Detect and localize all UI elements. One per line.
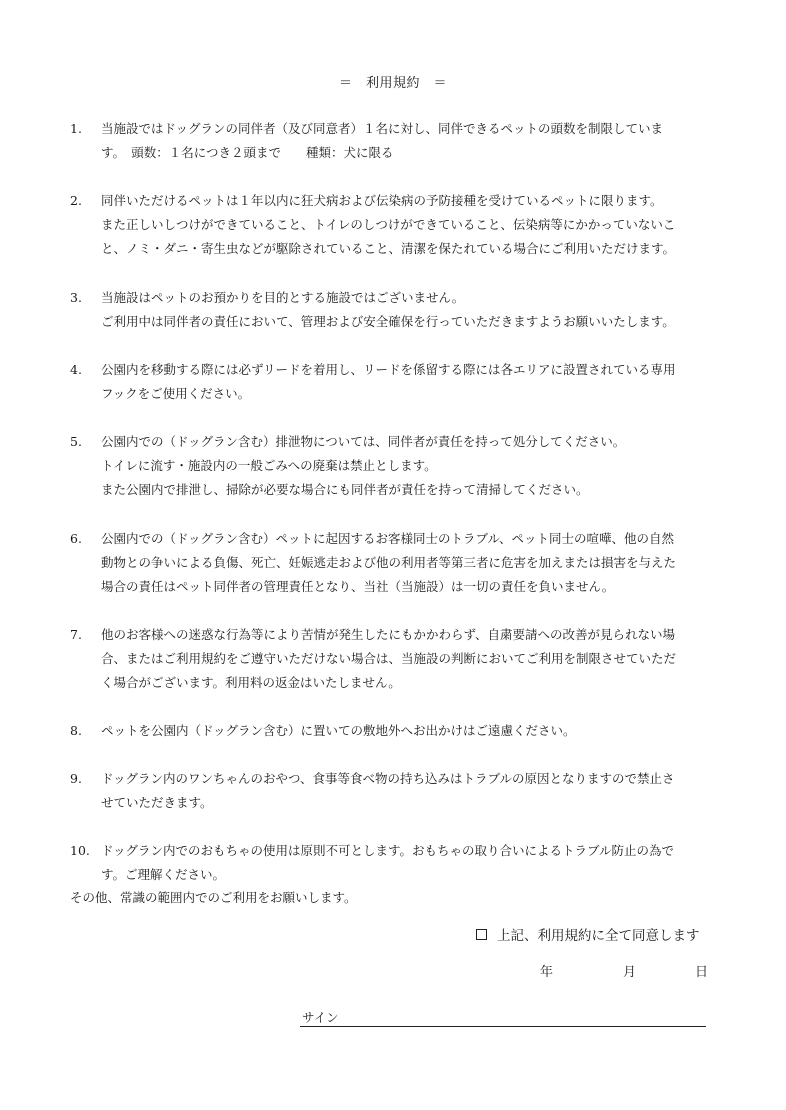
rule-line: 公園内での（ドッグラン含む）排泄物については、同伴者が責任を持って処分してください。: [101, 434, 626, 449]
rule-number: 9.: [70, 771, 82, 786]
rule-line: ドッグラン内のワンちゃんのおやつ、食事等食べ物の持ち込みはトラブルの原因となりますので禁止さ: [101, 771, 675, 786]
rule-line: 他のお客様への迷惑な行為等により苦情が発生したにもかかわらず、自粛要請への改善が見られない場: [101, 627, 676, 642]
rule-line: 公園内での（ドッグラン含む）ペットに起因するお客様同士のトラブル、ペット同士の喧嘩、他の自然: [101, 531, 675, 546]
rule-item: [70, 623, 720, 695]
agreement-label: 上記、利用規約に全て同意します: [497, 928, 700, 944]
rule-number: 1.: [70, 121, 82, 136]
rule-body: [101, 767, 720, 815]
rule-line: また正しいしつけができていること、トイレのしつけができていること、伝染病等にかかっていないこ: [101, 217, 676, 232]
rule-body: [101, 358, 720, 406]
date-month-label: 月: [623, 965, 637, 980]
rule-line: トイレに流す・施設内の一般ごみへの廃棄は禁止とします。: [101, 458, 437, 473]
rule-body: [101, 719, 720, 743]
rule-line: と、ノミ・ダニ・寄生虫などが駆除されていること、清潔を保たれている場合にご利用いただけます。: [101, 241, 676, 256]
rule-line: 合、またはご利用規約をご遵守いただけない場合は、当施設の判断においてご利用を制限させていただ: [101, 651, 677, 666]
agreement-row[interactable]: [476, 924, 700, 944]
rule-number: 4.: [70, 362, 82, 377]
rule-body: [101, 117, 720, 165]
rule-line: また公園内で排泄し、掃除が必要な場合にも同伴者が責任を持って清掃してください。: [101, 482, 589, 497]
rule-body: [101, 527, 720, 599]
rule-number: 8.: [70, 723, 82, 738]
rule-number: 10.: [70, 843, 90, 858]
rule-number: 6.: [70, 531, 82, 546]
rule-line: 同伴いただけるペットは１年以内に狂犬病および伝染病の予防接種を受けているペットに限ります。: [101, 193, 663, 208]
rule-line: 公園内を移動する際には必ずリードを着用し、リードを係留する際には各エリアに設置されている専用: [101, 362, 676, 377]
rule-line: 当施設ではドッグランの同伴者（及び同意者）１名に対し、同伴できるペットの頭数を制限していま: [101, 121, 664, 136]
rule-line: ご利用中は同伴者の責任において、管理および安全確保を行っていただきますようお願いいたします。: [101, 314, 675, 329]
rule-number: 5.: [70, 434, 82, 449]
rule-number: 2.: [70, 193, 82, 208]
rule-item: [70, 189, 720, 261]
rule-item: [70, 117, 720, 165]
rule-line: 場合の責任はペット同伴者の管理責任となり、当社（当施設）は一切の責任を負いません。: [101, 579, 615, 594]
rule-line: 当施設はペットのお預かりを目的とする施設ではございません。: [101, 290, 465, 305]
rule-line: す。ご理解ください。: [101, 867, 226, 882]
rule-item: [70, 358, 720, 406]
rule-line: ペットを公園内（ドッグラン含む）に置いての敷地外へお出かけはご遠慮ください。: [101, 723, 576, 738]
rule-body: [101, 839, 720, 887]
signature-line[interactable]: [300, 1026, 706, 1027]
rule-line: せていただきます。: [101, 795, 213, 810]
rule-number: 3.: [70, 290, 82, 305]
rule-item: [70, 719, 720, 743]
rule-item: [70, 767, 720, 815]
rule-body: [101, 189, 720, 261]
date-year-label: 年: [540, 965, 554, 980]
date-day-label: 日: [695, 965, 709, 980]
rule-body: [101, 623, 720, 695]
rule-item: [70, 430, 720, 502]
rule-body: [101, 286, 720, 334]
rule-item: [70, 839, 720, 887]
rule-item: [70, 286, 720, 334]
closing-note: その他、常識の範囲内でのご利用をお願いします。: [70, 890, 357, 905]
rule-line: す。 頭数：１名につき２頭まで 種類：犬に限る: [101, 145, 394, 160]
rule-body: [101, 430, 720, 502]
signature-label: サイン: [302, 1010, 339, 1025]
agreement-checkbox[interactable]: [476, 929, 487, 940]
rule-item: [70, 527, 720, 599]
rule-line: く場合がございます。利用料の返金はいたしません。: [101, 675, 401, 690]
rule-line: ドッグラン内でのおもちゃの使用は原則不可とします。おもちゃの取り合いによるトラブル防止の為で: [101, 843, 675, 858]
page-title: ＝ 利用規約 ＝: [338, 76, 447, 91]
rule-number: 7.: [70, 627, 82, 642]
rule-line: 動物との争いによる負傷、死亡、妊娠逃走および他の利用者等第三者に危害を加えまたは損害を与えた: [101, 555, 677, 570]
rule-line: フックをご使用ください。: [101, 386, 251, 401]
